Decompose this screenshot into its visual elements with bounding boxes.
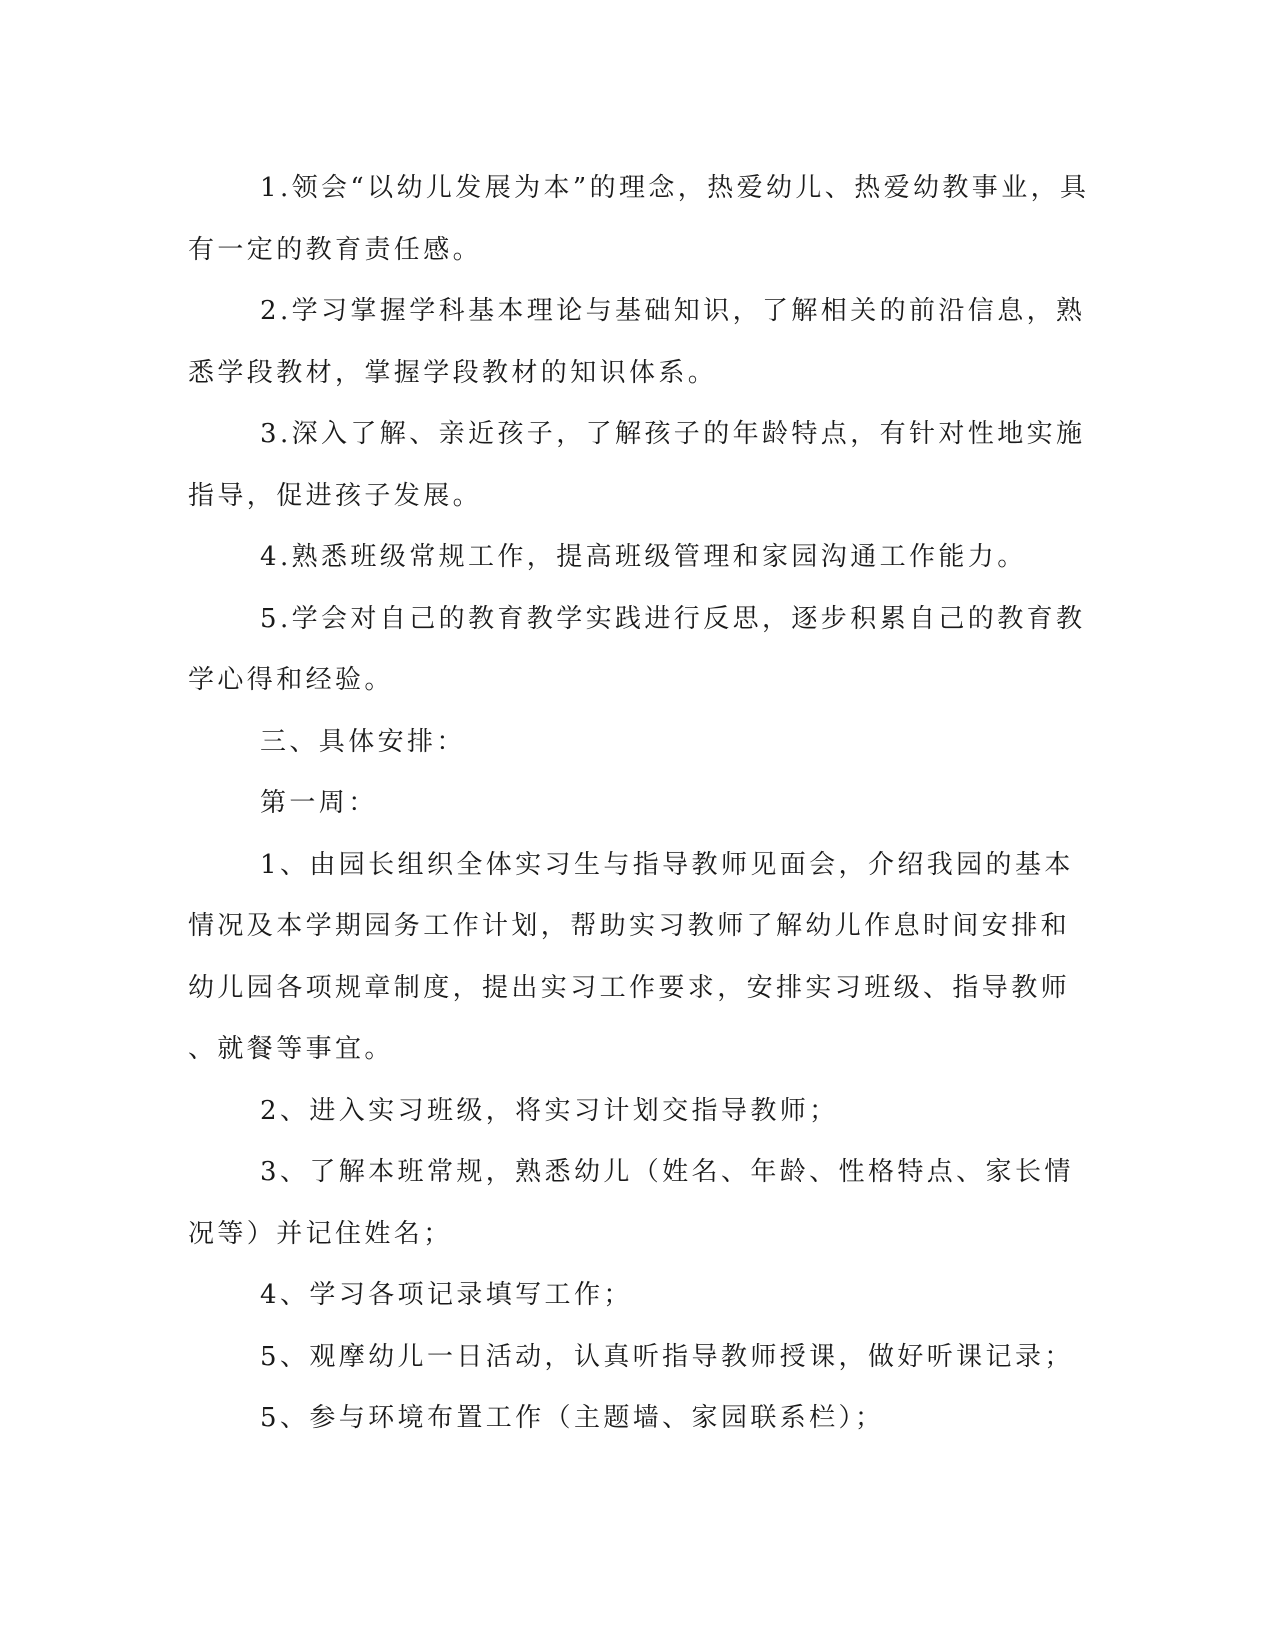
document-body [188, 158, 1090, 1450]
text-line: 1、由园长组织全体实习生与指导教师见面会，介绍我园的基本 [260, 849, 1074, 880]
text-line: 情况及本学期园务工作计划，帮助实习教师了解幼儿作息时间安排和 [188, 911, 1071, 941]
text-line: 4、学习各项记录填写工作； [260, 1280, 633, 1310]
text-line: 1.领会“以幼儿发展为本”的理念，热爱幼儿、热爱幼教事业，具 [260, 173, 1090, 203]
text-line: 学心得和经验。 [188, 665, 394, 695]
text-line: 5、观摩幼儿一日活动，认真听指导教师授课，做好听课记录； [260, 1341, 1074, 1372]
paragraph-week1-item-5b [188, 1388, 1068, 1450]
text-line: 悉学段教材，掌握学段教材的知识体系。 [188, 357, 718, 388]
paragraph-goal-2 [188, 281, 1086, 404]
text-line: 3、了解本班常规，熟悉幼儿（姓名、年龄、性格特点、家长情 [260, 1157, 1074, 1187]
text-line: 况等）并记住姓名； [188, 1218, 453, 1249]
paragraph-week1-item-1 [188, 835, 1074, 1081]
paragraph-week1-item-3 [188, 1142, 1074, 1265]
paragraph-week1-item-4 [188, 1265, 1068, 1327]
text-line: 5.学会对自己的教育教学实践进行反思，逐步积累自己的教育教 [260, 603, 1086, 634]
paragraph-week1-item-2 [188, 1081, 1068, 1143]
section-heading-text: 三、具体安排： [260, 726, 466, 757]
week-heading-text: 第一周： [260, 788, 378, 818]
text-line: 指导，促进孩子发展。 [188, 480, 483, 511]
paragraph-goal-5 [188, 589, 1086, 712]
text-line: 5、参与环境布置工作（主题墙、家园联系栏）； [260, 1403, 885, 1433]
text-line: 2、进入实习班级，将实习计划交指导教师； [260, 1095, 839, 1126]
section-heading [188, 712, 1068, 774]
week-heading [188, 773, 1068, 835]
text-line: 4.熟悉班级常规工作，提高班级管理和家园沟通工作能力。 [260, 542, 1027, 572]
text-line: 2.学习掌握学科基本理论与基础知识，了解相关的前沿信息，熟 [260, 296, 1086, 326]
text-line: 3.深入了解、亲近孩子，了解孩子的年龄特点，有针对性地实施 [260, 419, 1086, 449]
text-line: 幼儿园各项规章制度，提出实习工作要求，安排实习班级、指导教师 [188, 972, 1071, 1003]
paragraph-week1-item-5a [188, 1327, 1074, 1389]
text-line: 有一定的教育责任感。 [188, 234, 483, 265]
paragraph-goal-4 [188, 527, 1068, 589]
text-line: 、就餐等事宜。 [188, 1034, 394, 1064]
paragraph-goal-3 [188, 404, 1086, 527]
paragraph-goal-1 [188, 158, 1090, 281]
